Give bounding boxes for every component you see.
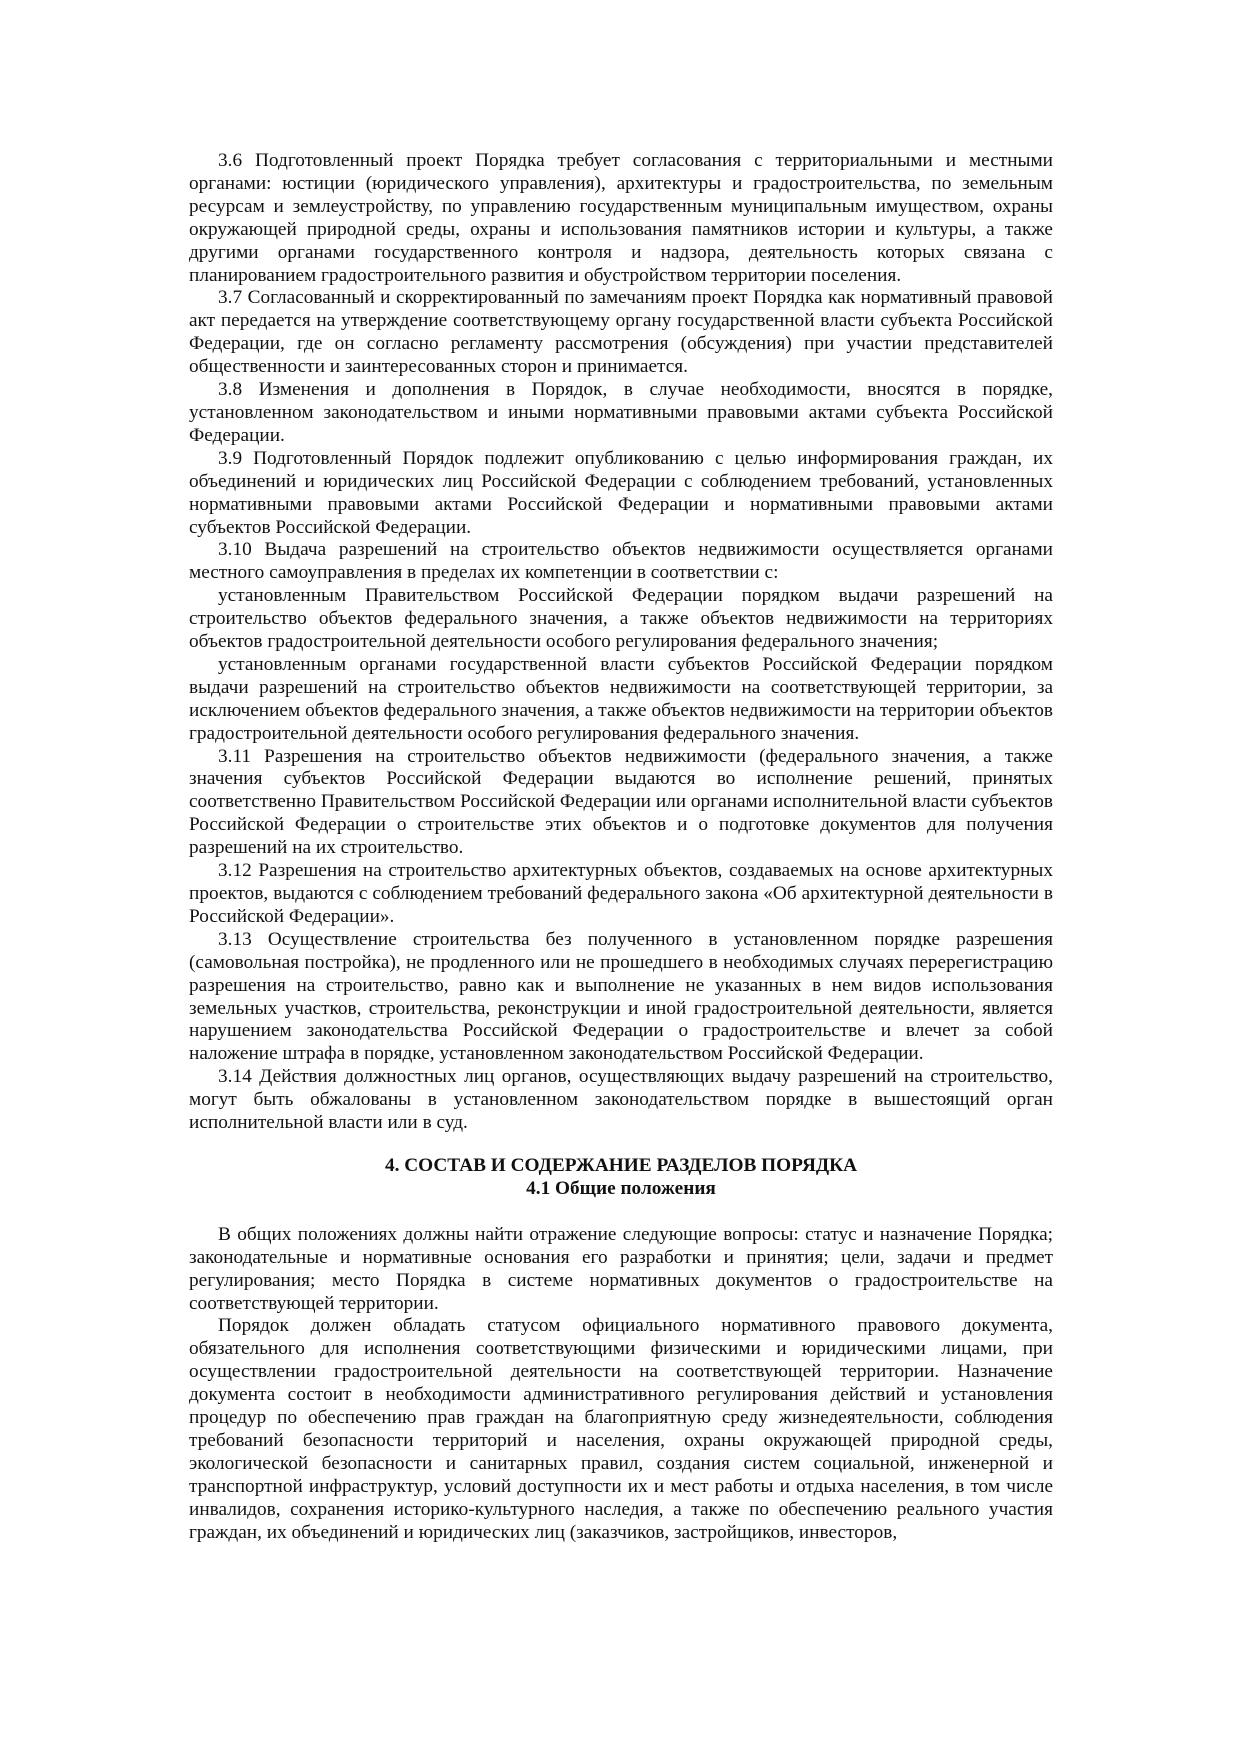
paragraph-3-10-item-1: установленным Правительством Российской Федерации порядком выдачи разрешений на строительство объектов федерального значения, а также объектов недвижимости на территориях объектов градостроительной деятельности особого регулирования федерального значения; (189, 585, 1053, 653)
paragraph-3-10: 3.10 Выдача разрешений на строительство объектов недвижимости осуществляется органами местного самоуправления в пределах их компетенции в соответствии с: (189, 539, 1053, 584)
spacer (189, 1201, 1053, 1224)
paragraph-general-1: В общих положениях должны найти отражение следующие вопросы: статус и назначение Порядка; законодательные и нормативные основания его разработки и принятия; цели, задачи и предмет регулирования; место Порядка в системе нормативных документов о градостроительстве на соответствующей территории. (189, 1223, 1053, 1314)
paragraph-3-13: 3.13 Осуществление строительства без полученного в установленном порядке разрешения (самовольная постройка), не продленного или не прошедшего в необходимых случаях перерегистрацию разрешения на строительство, равно как и выполнение не указанных в нем видов использования земельных участков, строительства, реконструкции и иной градостроительной деятельности, является нарушением законодательства Российской Федерации о градостроительстве и влечет за собой наложение штрафа в порядке, установленном законодательством Российской Федерации. (189, 928, 1053, 1065)
paragraph-3-7: 3.7 Согласованный и скорректированный по замечаниям проект Порядка как нормативный правовой акт передается на утверждение соответствующему органу государственной власти субъекта Российской Федерации, где он согласно регламенту рассмотрения (обсуждения) при участии представителей общественности и заинтересованных сторон и принимается. (189, 287, 1053, 378)
paragraph-3-14: 3.14 Действия должностных лиц органов, осуществляющих выдачу разрешений на строительство, могут быть обжалованы в установленном законодательством порядке в вышестоящий орган исполнительной власти или в суд. (189, 1066, 1053, 1134)
document-page (189, 150, 1053, 1544)
subsection-heading: 4.1 Общие положения (526, 1177, 716, 1199)
section-heading: 4. СОСТАВ И СОДЕРЖАНИЕ РАЗДЕЛОВ ПОРЯДКА (384, 1154, 858, 1176)
paragraph-3-12: 3.12 Разрешения на строительство архитектурных объектов, создаваемых на основе архитектурных проектов, выдаются с соблюдением требований федерального закона «Об архитектурной деятельности в Российской Федерации». (189, 860, 1053, 927)
paragraph-3-9: 3.9 Подготовленный Порядок подлежит опубликованию с целью информирования граждан, их объединений и юридических лиц Российской Федерации с соблюдением требований, установленных нормативными правовыми актами Российской Федерации и нормативными правовыми актами субъектов Российской Федерации. (189, 447, 1053, 538)
paragraph-3-6: 3.6 Подготовленный проект Порядка требует согласования с территориальными и местными органами: юстиции (юридического управления), архитектуры и градостроительства, по земельным ресурсам и землеустройству, по управлению государственным муниципальным имуществом, охраны окружающей природной среды, охраны и использования памятников истории и культуры, а также другими органами государственного контроля и надзора, деятельность которых связана с планированием градостроительного развития и обустройством территории поселения. (189, 150, 1053, 286)
paragraph-general-2: Порядок должен обладать статусом официального нормативного правового документа, обязательного для исполнения соответствующими физическими и юридическими лицами, при осуществлении градостроительной деятельности на соответствующей территории. Назначение документа состоит в необходимости административного регулирования действий и установления процедур по обеспечению прав граждан на благоприятную среду жизнедеятельности, соблюдения требований безопасности территорий и населения, охраны окружающей природной среды, экологической безопасности и санитарных правил, создания систем социальной, инженерной и транспортной инфраструктур, условий доступности их и мест работы и отдыха населения, в том числе инвалидов, сохранения историко-культурного наследия, а также по обеспечению реального участия граждан, их объединений и юридических лиц (заказчиков, застройщиков, инвесторов, (189, 1315, 1053, 1543)
spacer (189, 1135, 1053, 1155)
paragraph-3-10-item-2: установленным органами государственной власти субъектов Российской Федерации порядком выдачи разрешений на строительство объектов недвижимости на соответствующей территории, за исключением объектов федерального значения, а также объектов недвижимости на территории объектов градостроительной деятельности особого регулирования федерального значения. (189, 653, 1053, 744)
paragraph-3-8: 3.8 Изменения и дополнения в Порядок, в случае необходимости, вносятся в порядке, установленном законодательством и иными нормативными правовыми актами субъекта Российской Федерации. (189, 379, 1053, 446)
paragraph-3-11: 3.11 Разрешения на строительство объектов недвижимости (федерального значения, а также значения субъектов Российской Федерации выдаются во исполнение решений, принятых соответственно Правительством Российской Федерации или органами исполнительной власти субъектов Российской Федерации о строительстве этих объектов и о подготовке документов для получения разрешений на их строительство. (189, 745, 1053, 859)
